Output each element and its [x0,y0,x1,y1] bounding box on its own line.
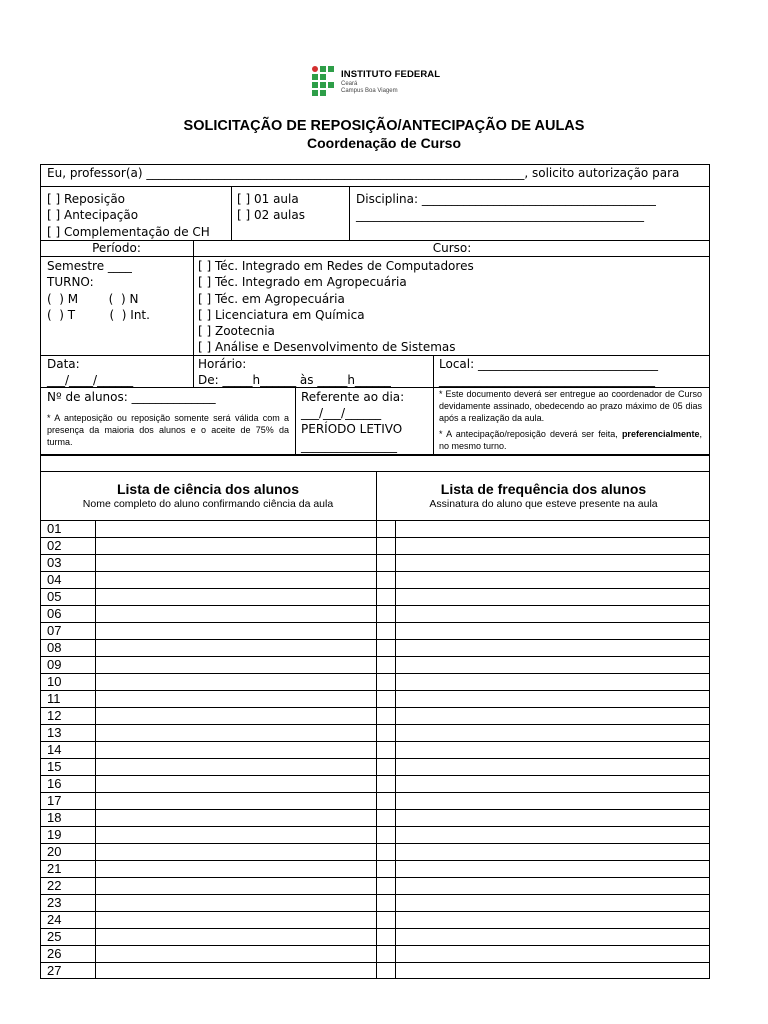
student-name-cell[interactable] [96,810,376,826]
science-list-subtitle: Nome completo do aluno confirmando ciência da aula [82,498,334,510]
row-number: 26 [47,946,62,961]
course-option[interactable]: [ ] Téc. Integrado em Redes de Computadores [198,259,474,273]
student-signature-cell[interactable] [396,708,709,724]
student-signature-cell[interactable] [396,929,709,945]
option-antecipacao[interactable]: [ ] Antecipação [47,208,139,222]
student-name-cell[interactable] [96,538,376,554]
date-label: Data: [47,357,80,371]
shift-options-row1[interactable]: ( ) M ( ) N [47,292,139,306]
student-name-cell[interactable] [96,606,376,622]
student-signature-cell[interactable] [396,538,709,554]
student-signature-cell[interactable] [396,912,709,928]
row-number: 14 [47,742,62,757]
logo-name: INSTITUTO FEDERAL [341,69,441,80]
row-number: 01 [47,521,62,536]
course-label: Curso: [432,241,472,255]
student-name-cell[interactable] [96,572,376,588]
student-name-cell[interactable] [96,623,376,639]
professor-name-field[interactable]: _______________________________________________________________ [146,166,525,180]
option-02-aulas[interactable]: [ ] 02 aulas [237,208,305,222]
student-name-cell[interactable] [96,657,376,673]
student-signature-cell[interactable] [396,827,709,843]
shift-options-row2[interactable]: ( ) T ( ) Int. [47,308,150,322]
row-number: 05 [47,589,62,604]
course-option[interactable]: [ ] Zootecnia [198,324,275,338]
student-signature-cell[interactable] [396,606,709,622]
student-signature-cell[interactable] [396,572,709,588]
student-signature-cell[interactable] [396,963,709,979]
delivery-note: * Este documento deverá ser entregue ao coordenador de Curso devidamente assinado, obedecendo ao prazo máximo de 05 dias após a realização da aula. [439,389,702,423]
reference-day-label: Referente ao dia: [301,390,405,404]
student-signature-cell[interactable] [396,861,709,877]
student-name-cell[interactable] [96,521,376,537]
option-01-aula[interactable]: [ ] 01 aula [237,192,299,206]
student-name-cell[interactable] [96,793,376,809]
time-field[interactable]: De: _____h______ às _____h______ [198,373,391,387]
row-number: 07 [47,623,62,638]
student-name-cell[interactable] [96,589,376,605]
logo-mark-icon [312,66,336,98]
institution-logo [312,66,452,100]
period-label: Período: [92,241,141,255]
student-name-cell[interactable] [96,640,376,656]
row-number: 25 [47,929,62,944]
students-count-field[interactable]: Nº de alunos: ______________ [47,390,216,404]
student-name-cell[interactable] [96,776,376,792]
row-number: 12 [47,708,62,723]
row-number: 03 [47,555,62,570]
row-number: 22 [47,878,62,893]
logo-state: Ceará [341,81,358,87]
student-signature-cell[interactable] [396,759,709,775]
row-number: 10 [47,674,62,689]
date-field[interactable]: ___/____/______ [47,373,134,387]
student-name-cell[interactable] [96,759,376,775]
row-number: 13 [47,725,62,740]
row-number: 06 [47,606,62,621]
student-name-cell[interactable] [96,861,376,877]
row-number: 20 [47,844,62,859]
option-complementacao[interactable]: [ ] Complementação de CH [47,225,210,239]
row-number: 23 [47,895,62,910]
location-field[interactable]: Local: ______________________________ [439,357,658,371]
row-number: 08 [47,640,62,655]
row-number: 24 [47,912,62,927]
student-signature-cell[interactable] [396,742,709,758]
shift-note: * A antecipação/reposição deverá ser feita, preferencialmente, no mesmo turno. [439,429,702,451]
student-signature-cell[interactable] [396,946,709,962]
student-signature-cell[interactable] [396,555,709,571]
request-line: Eu, professor(a) _______________________________________________________________, solicito autorização para [47,166,680,180]
row-number: 17 [47,793,62,808]
student-signature-cell[interactable] [396,878,709,894]
academic-period-label: PERÍODO LETIVO [301,422,403,436]
reference-day-field[interactable]: ___/___/______ [301,406,382,420]
course-option[interactable]: [ ] Análise e Desenvolvimento de Sistemas [198,340,456,354]
student-signature-cell[interactable] [396,810,709,826]
page-subtitle: Coordenação de Curso [306,135,462,151]
student-name-cell[interactable] [96,674,376,690]
row-number: 21 [47,861,62,876]
logo-campus: Campus Boa Viagem [341,88,398,94]
course-option[interactable]: [ ] Licenciatura em Química [198,308,365,322]
student-name-cell[interactable] [96,963,376,979]
student-signature-cell[interactable] [396,589,709,605]
student-name-cell[interactable] [96,929,376,945]
student-name-cell[interactable] [96,827,376,843]
row-number: 16 [47,776,62,791]
student-name-cell[interactable] [96,844,376,860]
student-name-cell[interactable] [96,725,376,741]
student-name-cell[interactable] [96,555,376,571]
option-reposicao[interactable]: [ ] Reposição [47,192,126,206]
student-name-cell[interactable] [96,742,376,758]
course-option[interactable]: [ ] Téc. em Agropecuária [198,292,345,306]
student-name-cell[interactable] [96,708,376,724]
page-title: SOLICITAÇÃO DE REPOSIÇÃO/ANTECIPAÇÃO DE AULAS [183,118,585,134]
science-list-title: Lista de ciência dos alunos [116,481,300,497]
row-number: 11 [47,691,61,706]
subject-field-line2[interactable]: ________________________________________________ [356,208,644,222]
student-signature-cell[interactable] [396,895,709,911]
shift-label: TURNO: [47,275,94,289]
student-name-cell[interactable] [96,946,376,962]
row-number: 15 [47,759,62,774]
location-field-line2[interactable]: ____________________________________ [439,373,655,387]
row-number: 19 [47,827,62,842]
attendance-list-title: Lista de frequência dos alunos [440,481,647,497]
row-number: 27 [47,963,62,978]
student-signature-cell[interactable] [396,725,709,741]
row-number: 18 [47,810,62,825]
student-signature-cell[interactable] [396,674,709,690]
student-signature-cell[interactable] [396,623,709,639]
attendance-list-subtitle: Assinatura do aluno que esteve presente na aula [429,498,658,510]
student-signature-cell[interactable] [396,657,709,673]
students-note: * A anteposição ou reposição somente será válida com a presença da maioria dos alunos e o aceite de 75% da turma. [47,413,289,447]
subject-field[interactable]: Disciplina: _______________________________________ [356,192,656,206]
academic-period-field[interactable]: ________________ [301,439,397,453]
student-signature-cell[interactable] [396,844,709,860]
student-signature-cell[interactable] [396,521,709,537]
student-signature-cell[interactable] [396,640,709,656]
row-number: 04 [47,572,62,587]
student-name-cell[interactable] [96,878,376,894]
time-label: Horário: [198,357,247,371]
row-number: 02 [47,538,62,553]
student-name-cell[interactable] [96,912,376,928]
student-name-cell[interactable] [96,691,376,707]
student-signature-cell[interactable] [396,691,709,707]
student-signature-cell[interactable] [396,793,709,809]
student-signature-cell[interactable] [396,776,709,792]
semester-field[interactable]: Semestre ____ [47,259,132,273]
row-number: 09 [47,657,62,672]
course-option[interactable]: [ ] Téc. Integrado em Agropecuária [198,275,407,289]
student-name-cell[interactable] [96,895,376,911]
